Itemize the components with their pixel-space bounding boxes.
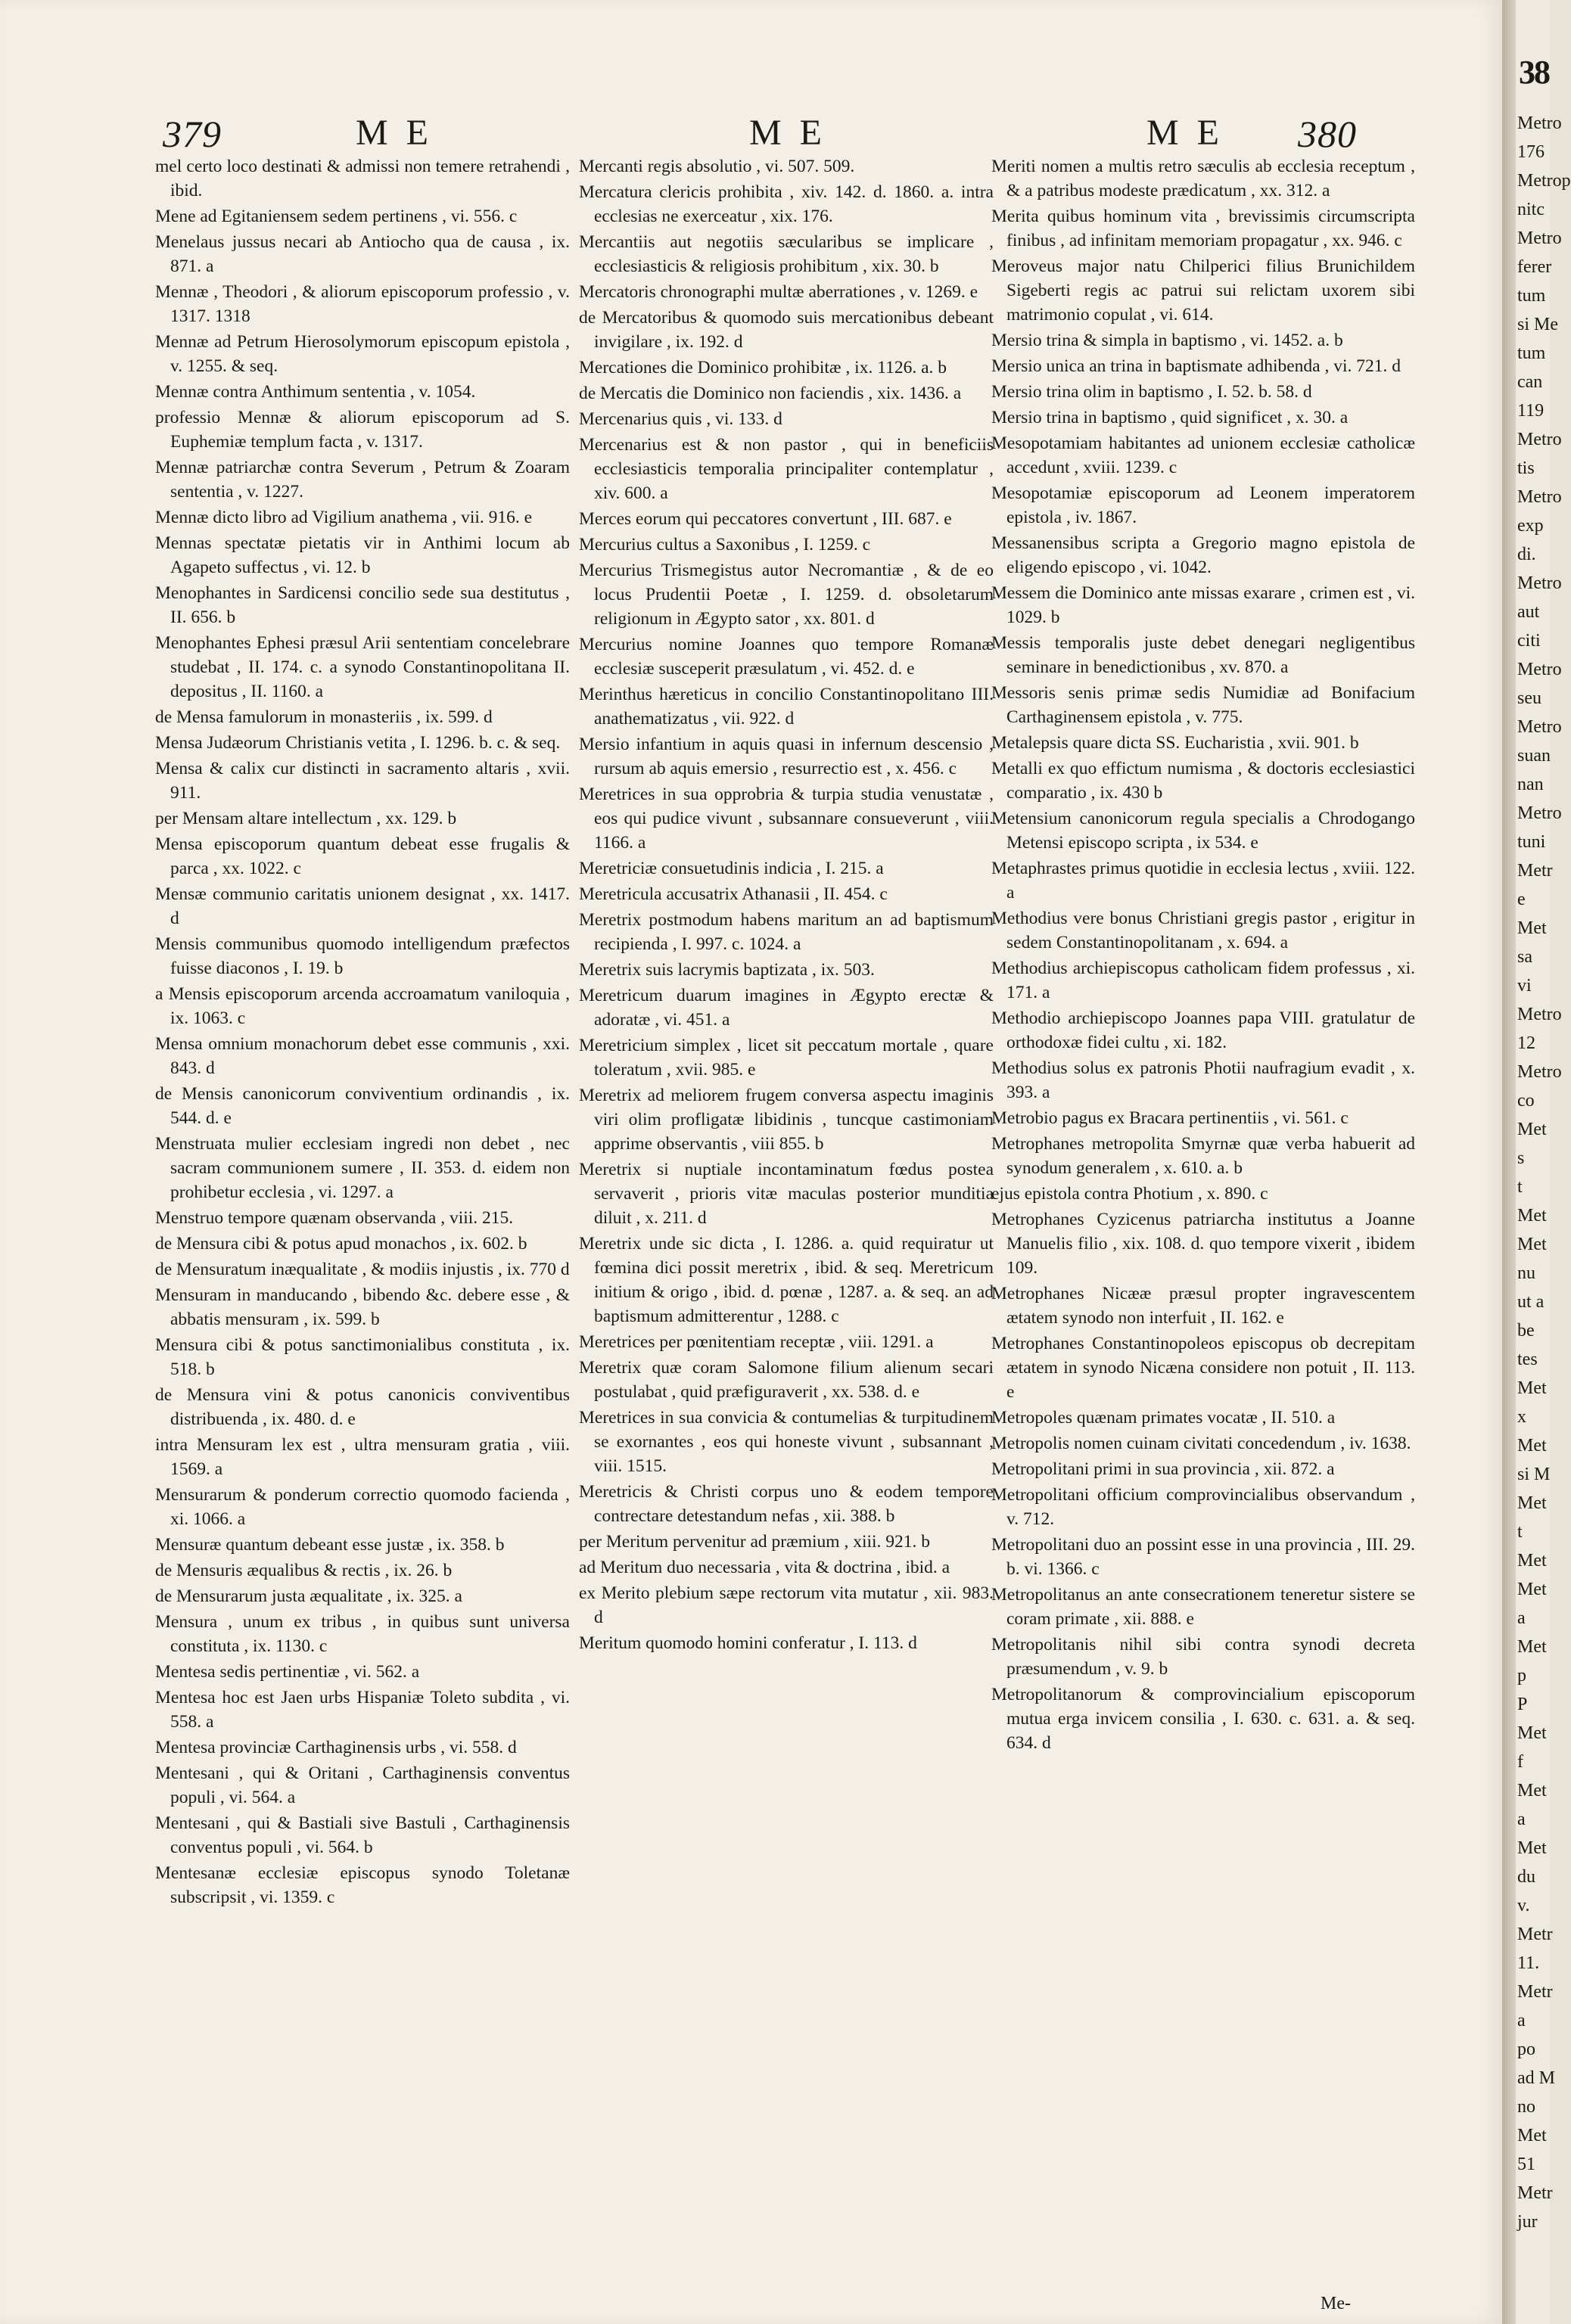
next-page-line-fragment: nitc <box>1517 200 1545 219</box>
next-page-line-fragment: ut a <box>1517 1292 1545 1312</box>
index-entry: Messem die Dominico ante missas exarare , crimen est , vi. 1029. b <box>991 583 1415 627</box>
next-page-line-fragment: si M <box>1517 1465 1551 1484</box>
next-page-line-fragment: ferer <box>1517 257 1552 277</box>
index-entry: de Mercatoribus & quomodo suis mercationibus debeant invigilare , ix. 192. d <box>579 308 994 352</box>
next-page-line-fragment: Met <box>1517 1493 1547 1513</box>
next-page-line-fragment: nan <box>1517 775 1544 794</box>
index-entry: de Mensurarum justa æqualitate , ix. 325. a <box>155 1586 462 1606</box>
next-page-line-fragment: Metr <box>1517 1925 1553 1944</box>
next-page-line-fragment: tis <box>1517 458 1535 478</box>
index-entry: Metropolitani primi in sua provincia , xii. 872. a <box>991 1459 1335 1479</box>
index-entry: Mensura , unum ex tribus , in quibus sunt universa constituta , ix. 1130. c <box>155 1612 570 1656</box>
next-page-line-fragment: P <box>1517 1695 1528 1714</box>
index-entry: Mennæ patriarchæ contra Severum , Petrum & Zoaram sententia , v. 1227. <box>155 458 570 502</box>
index-entry: Methodio archiepiscopo Joannes papa VIII. gratulatur de orthodoxæ fidei cultu , xi. 182. <box>991 1008 1415 1052</box>
index-entry: Mensa episcoporum quantum debeat esse frugalis & parca , xx. 1022. c <box>155 834 570 878</box>
next-page-line-fragment: Met <box>1517 1378 1547 1398</box>
index-entry: Mentesanæ ecclesiæ episcopus synodo Toletanæ subscripsit , vi. 1359. c <box>155 1863 570 1907</box>
index-entry: mel certo loco destinati & admissi non temere retrahendi , ibid. <box>155 157 570 200</box>
index-entry: Meretricium simplex , licet sit peccatum mortale , quare toleratum , xvii. 985. e <box>579 1036 994 1080</box>
index-entry: Meretricis & Christi corpus uno & eodem tempore contrectare detestandum nefas , xii. 388. b <box>579 1482 994 1526</box>
index-entry: Metrobio pagus ex Bracara pertinentiis , vi. 561. c <box>991 1108 1349 1128</box>
index-entry: Mentesa provinciæ Carthaginensis urbs , vi. 558. d <box>155 1738 517 1757</box>
next-page-line-fragment: t <box>1517 1177 1523 1197</box>
index-entry: Mennæ contra Anthimum sententia , v. 1054. <box>155 382 476 402</box>
index-entry: Mercurius cultus a Saxonibus , I. 1259. c <box>579 535 871 555</box>
index-entry: Mesopotamiam habitantes ad unionem ecclesiæ catholicæ accedunt , xviii. 1239. c <box>991 433 1415 477</box>
index-entry: ad Meritum duo necessaria , vita & doctrina , ibid. a <box>579 1558 950 1577</box>
index-entry: per Meritum pervenitur ad præmium , xiii. 921. b <box>579 1532 931 1552</box>
index-entry: Menophantes Ephesi præsul Arii sententiam concelebrare studebat , II. 174. c. a synodo Constantinopolitana II. depositus , II. 1160. a <box>155 633 570 701</box>
index-entry: ex Merito plebium sæpe rectorum vita mutatur , xii. 983. d <box>579 1583 994 1627</box>
next-page-line-fragment: Metro <box>1517 573 1562 593</box>
index-entry: Mentesa sedis pertinentiæ , vi. 562. a <box>155 1662 420 1682</box>
next-page-line-fragment: p <box>1517 1666 1526 1686</box>
index-entry: Meretrices in sua opprobria & turpia studia venustatæ , eos qui pudice vivunt , subsannare consueverunt , viii. 1166. a <box>579 785 994 853</box>
next-page-line-fragment: Metr <box>1517 861 1553 881</box>
index-entry: Metrophanes metropolita Smyrnæ quæ verba habuerit ad synodum generalem , x. 610. a. b <box>991 1134 1415 1178</box>
next-page-number: 38 <box>1519 54 1549 91</box>
next-page-line-fragment: Metro <box>1517 1062 1562 1082</box>
index-entry: Mensurarum & ponderum correctio quomodo facienda , xi. 1066. a <box>155 1485 570 1529</box>
index-entry: Mentesani , qui & Bastiali sive Bastuli , Carthaginensis conventus populi , vi. 564. b <box>155 1813 570 1857</box>
next-page-line-fragment: f <box>1517 1752 1523 1772</box>
index-entry: Mensis communibus quomodo intelligendum præfectos fuisse diaconos , I. 19. b <box>155 934 570 978</box>
next-page-line-fragment: tuni <box>1517 832 1546 852</box>
index-entry: Mensa Judæorum Christianis vetita , I. 1296. b. c. & seq. <box>155 733 561 753</box>
next-page-line-fragment: Metro <box>1517 228 1562 248</box>
index-entry: Metrophanes Cyzicenus patriarcha institutus a Joanne Manuelis filio , xix. 108. d. quo tempore vixerit , ibidem 109. <box>991 1210 1415 1278</box>
running-head-right: M E <box>1146 113 1224 153</box>
next-page-line-fragment: di. <box>1517 545 1536 564</box>
next-page-line-fragment: Met <box>1517 1637 1547 1657</box>
next-page-line-fragment: exp <box>1517 516 1544 536</box>
next-page-line-fragment: seu <box>1517 688 1541 708</box>
index-entry: Merita quibus hominum vita , brevissimis circumscripta finibus , ad infinitam memoriam propagatur , xx. 946. c <box>991 207 1415 250</box>
index-entry: Merinthus hæreticus in concilio Constantinopolitano III. anathematizatus , vii. 922. d <box>579 685 994 729</box>
next-page-line-fragment: suan <box>1517 746 1551 766</box>
index-column-1 <box>155 154 570 1911</box>
index-entry: Metropolis nomen cuinam civitati concedendum , iv. 1638. <box>991 1434 1411 1453</box>
index-entry: de Mensuris æqualibus & rectis , ix. 26. b <box>155 1561 453 1580</box>
index-entry: Menstruo tempore quænam observanda , viii. 215. <box>155 1208 514 1228</box>
index-entry: Mensæ communio caritatis unionem designat , xx. 1417. d <box>155 884 570 928</box>
index-column-2 <box>579 154 994 1657</box>
index-entry: Meretrix quæ coram Salomone filium alienum secari postulabat , quid præfiguraverit , xx. 538. d. e <box>579 1358 994 1402</box>
index-entry: Metrophanes Constantinopoleos episcopus ob decrepitam ætatem in synodo Nicæna considere non potuit , II. 113. e <box>991 1334 1415 1402</box>
next-page-line-fragment: aut <box>1517 602 1540 622</box>
next-page-line-fragment: Met <box>1517 2126 1547 2145</box>
next-page-line-fragment: Met <box>1517 1551 1547 1571</box>
running-head-left: M E <box>356 113 433 153</box>
index-entry: Metrophanes Nicææ præsul propter ingravescentem ætatem synodo non interfuit , II. 162. e <box>991 1284 1415 1328</box>
index-entry: Methodius vere bonus Christiani gregis pastor , erigitur in sedem Constantinopolitanam , x. 694. a <box>991 909 1415 952</box>
index-entry: de Mensura cibi & potus apud monachos , ix. 602. b <box>155 1234 527 1254</box>
index-column-3 <box>991 154 1415 1757</box>
index-entry: Meretrix suis lacrymis baptizata , ix. 503. <box>579 960 875 980</box>
next-page-line-fragment: tes <box>1517 1350 1538 1369</box>
next-page-line-fragment: Metro <box>1517 717 1562 737</box>
index-entry: de Mensuratum inæqualitate , & modiis injustis , ix. 770 d <box>155 1260 570 1279</box>
index-entry: Mercatoris chronographi multæ aberrationes , v. 1269. e <box>579 282 978 302</box>
next-page-line-fragment: Met <box>1517 1120 1547 1139</box>
index-entry: Mennas spectatæ pietatis vir in Anthimi locum ab Agapeto suffectus , vi. 12. b <box>155 533 570 577</box>
next-page-line-fragment: e <box>1517 890 1526 909</box>
index-entry: Mercenarius est & non pastor , qui in beneficiis ecclesiasticis temporalia principaliter contemplatur , xiv. 600. a <box>579 435 994 503</box>
index-entry: Mersio trina olim in baptismo , I. 52. b. 58. d <box>991 382 1312 402</box>
next-page-line-fragment: 119 <box>1517 401 1545 421</box>
index-entry: ejus epistola contra Photium , x. 890. c <box>991 1184 1268 1204</box>
next-page-line-fragment: du <box>1517 1867 1535 1887</box>
index-entry: Mercatura clericis prohibita , xiv. 142. d. 1860. a. intra ecclesias ne exerceatur , xix. 176. <box>579 182 994 226</box>
page-number-left: 379 <box>163 113 222 155</box>
next-page-line-fragment: a <box>1517 2011 1526 2030</box>
next-page-line-fragment: Metro <box>1517 1005 1562 1024</box>
next-page-line-fragment: no <box>1517 2097 1535 2117</box>
index-entry: Meriti nomen a multis retro sæculis ab ecclesia receptum , & a patribus modeste prædicatum , xx. 312. a <box>991 157 1415 200</box>
index-entry: Mensuram in manducando , bibendo &c. debere esse , & abbatis mensuram , ix. 599. b <box>155 1285 570 1329</box>
catchword: Me- <box>1321 2294 1351 2313</box>
next-page-line-fragment: vi <box>1517 976 1532 996</box>
next-page-line-fragment: be <box>1517 1321 1535 1341</box>
index-entry: de Mensa famulorum in monasteriis , ix. 599. d <box>155 707 493 727</box>
book-gutter <box>1502 0 1516 2324</box>
index-entry: Meretrix postmodum habens maritum an ad baptismum recipienda , I. 997. c. 1024. a <box>579 910 994 954</box>
next-page-line-fragment: Metro <box>1517 487 1562 507</box>
index-entry: professio Mennæ & aliorum episcoporum ad S. Euphemiæ templum facta , v. 1317. <box>155 408 570 452</box>
running-head-center: M E <box>749 113 826 153</box>
next-page-line-fragment: Metro <box>1517 430 1562 449</box>
index-entry: Meretrices per pœnitentiam receptæ , viii. 1291. a <box>579 1332 934 1352</box>
index-entry: Meretricula accusatrix Athanasii , II. 454. c <box>579 884 888 904</box>
next-page-line-fragment: can <box>1517 372 1543 392</box>
next-page-line-fragment: jur <box>1517 2212 1538 2232</box>
next-page-line-fragment: 11. <box>1517 1953 1540 1973</box>
index-entry: Mercurius Trismegistus autor Necromantiæ , & de eo locus Prudentii Poetæ , I. 1259. d. obsoletarum religionum in Ægypto sator , xx. 801. d <box>579 561 994 629</box>
index-entry: Menstruata mulier ecclesiam ingredi non debet , nec sacram communionem sumere , II. 353. d. eidem non prohibetur ecclesia , vi. 1297. a <box>155 1134 570 1202</box>
index-entry: Mersio infantium in aquis quasi in infernum descensio , rursum ab aquis emersio , resurrectio est , x. 456. c <box>579 735 994 778</box>
next-page-line-fragment: x <box>1517 1407 1526 1427</box>
index-entry: Meretrix unde sic dicta , I. 1286. a. quid requiratur ut fœmina dici possit meretrix , ibid. & seq. Meretricum initium & origo , ibid. d. pœnæ , 1287. a. & seq. an ad baptismum admitterentur , 1288. c <box>579 1234 994 1326</box>
next-page-line-fragment: 12 <box>1517 1033 1535 1053</box>
index-entry: Meritum quomodo homini conferatur , I. 113. d <box>579 1633 917 1653</box>
next-page-line-fragment: citi <box>1517 631 1541 651</box>
next-page-line-fragment: Met <box>1517 1781 1547 1800</box>
index-entry: Mentesani , qui & Oritani , Carthaginensis conventus populi , vi. 564. a <box>155 1763 570 1807</box>
next-page-line-fragment: 51 <box>1517 2155 1535 2174</box>
index-entry: Meretricum duarum imagines in Ægypto erectæ & adoratæ , vi. 451. a <box>579 986 994 1030</box>
index-entry: Menophantes in Sardicensi concilio sede sua destitutus , II. 656. b <box>155 583 570 627</box>
next-page-line-fragment: tum <box>1517 343 1546 363</box>
next-page-line-fragment: s <box>1517 1148 1525 1168</box>
index-entry: Mentesa hoc est Jaen urbs Hispaniæ Toleto subdita , vi. 558. a <box>155 1688 570 1732</box>
index-entry: Metalli ex quo effictum numisma , & doctoris ecclesiastici comparatio , ix. 430 b <box>991 759 1415 803</box>
next-page-line-fragment: Met <box>1517 918 1547 938</box>
next-page-line-fragment: sa <box>1517 947 1532 967</box>
index-entry: Mensura cibi & potus sanctimonialibus constituta , ix. 518. b <box>155 1335 570 1379</box>
index-entry: Meretrices in sua convicia & contumelias & turpitudinem se exornantes , eos qui honeste vivunt , subsannant , viii. 1515. <box>579 1408 994 1476</box>
index-entry: Metensium canonicorum regula specialis a Chrodogango Metensi episcopo scripta , ix 534. e <box>991 809 1415 853</box>
index-entry: Metropolitanis nihil sibi contra synodi decreta præsumendum , v. 9. b <box>991 1635 1415 1679</box>
page-number-right: 380 <box>1298 113 1357 155</box>
next-page-line-fragment: ad M <box>1517 2068 1555 2088</box>
index-entry: Metaphrastes primus quotidie in ecclesia lectus , xviii. 122. a <box>991 859 1415 903</box>
index-entry: Mennæ ad Petrum Hierosolymorum episcopum epistola , v. 1255. & seq. <box>155 332 570 376</box>
next-page-line-fragment: Metr <box>1517 2183 1553 2203</box>
next-page-line-fragment: a <box>1517 1810 1526 1829</box>
index-entry: de Mercatis die Dominico non faciendis , xix. 1436. a <box>579 384 962 403</box>
index-entry: a Mensis episcoporum arcenda accroamatum vaniloquia , ix. 1063. c <box>155 984 570 1028</box>
next-page-line-fragment: v. <box>1517 1896 1530 1915</box>
index-entry: Metropolitanus an ante consecrationem teneretur sistere se coram primate , xii. 888. e <box>991 1585 1415 1629</box>
index-entry: Messis temporalis juste debet denegari negligentibus seminare in benedictionibus , xv. 870. a <box>991 633 1415 677</box>
next-page-line-fragment: Met <box>1517 1235 1547 1254</box>
index-entry: Mene ad Egitaniensem sedem pertinens , vi. 556. c <box>155 207 518 226</box>
next-page-line-fragment: Met <box>1517 1206 1547 1226</box>
index-entry: Mesopotamiæ episcoporum ad Leonem imperatorem epistola , iv. 1867. <box>991 483 1415 527</box>
index-entry: Mercenarius quis , vi. 133. d <box>579 409 782 429</box>
index-entry: Mersio unica an trina in baptismate adhibenda , vi. 721. d <box>991 356 1401 376</box>
index-entry: Methodius solus ex patronis Photii naufragium evadit , x. 393. a <box>991 1058 1415 1102</box>
index-entry: Mensuræ quantum debeant esse justæ , ix. 358. b <box>155 1535 505 1555</box>
next-page-line-fragment: nu <box>1517 1263 1535 1283</box>
index-entry: Metropolitani officium comprovincialibus observandum , v. 712. <box>991 1485 1415 1529</box>
index-entry: de Mensura vini & potus canonicis conviventibus distribuenda , ix. 480. d. e <box>155 1385 570 1429</box>
index-entry: Mercantiis aut negotiis sæcularibus se implicare , ecclesiasticis & religiosis prohibitum , xix. 30. b <box>579 232 994 276</box>
index-entry: Mennæ , Theodori , & aliorum episcoporum professio , v. 1317. 1318 <box>155 282 570 326</box>
next-page-line-fragment: Metro <box>1517 660 1562 679</box>
index-entry: Mennæ dicto libro ad Vigilium anathema , vii. 916. e <box>155 508 533 527</box>
next-page-line-fragment: Met <box>1517 1723 1547 1743</box>
next-page-fragment <box>1516 0 1571 2324</box>
next-page-line-fragment: Met <box>1517 1436 1547 1456</box>
next-page-line-fragment: Metrop <box>1517 171 1571 191</box>
index-entry: Merces eorum qui peccatores convertunt , III. 687. e <box>579 509 952 529</box>
index-entry: Mercationes die Dominico prohibitæ , ix. 1126. a. b <box>579 358 947 377</box>
index-entry: Metropolitanorum & comprovincialium episcoporum mutua erga invicem consilia , I. 630. c. 631. a. & seq. 634. d <box>991 1685 1415 1753</box>
index-entry: Meretriciæ consuetudinis indicia , I. 215. a <box>579 859 884 878</box>
index-entry: Mersio trina in baptismo , quid significet , x. 30. a <box>991 408 1349 427</box>
index-entry: Metropolitani duo an possint esse in una provincia , III. 29. b. vi. 1366. c <box>991 1535 1415 1579</box>
next-page-line-fragment: Met <box>1517 1838 1547 1858</box>
index-entry: per Mensam altare intellectum , xx. 129. b <box>155 809 457 828</box>
next-page-line-fragment: Metro <box>1517 803 1562 823</box>
index-entry: Mercurius nomine Joannes quo tempore Romanæ ecclesiæ susceperit præsulatum , vi. 452. d. e <box>579 635 994 679</box>
index-entry: Meretrix ad meliorem frugem conversa aspectu imaginis viri olim profligatæ libidinis , tuncque castimoniam apprime observantis , viii 855. b <box>579 1086 994 1154</box>
next-page-line-fragment: t <box>1517 1522 1523 1542</box>
next-page-line-fragment: si Me <box>1517 315 1558 334</box>
index-entry: Messoris senis primæ sedis Numidiæ ad Bonifacium Carthaginensem epistola , v. 775. <box>991 683 1415 727</box>
next-page-line-fragment: a <box>1517 1608 1526 1628</box>
next-page-line-fragment: Metr <box>1517 1982 1553 2002</box>
index-entry: Meroveus major natu Chilperici filius Brunichildem Sigeberti regis ac patrui sui relictam uxorem sibi matrimonio copulat , vi. 614. <box>991 256 1415 325</box>
index-entry: Meretrix si nuptiale incontaminatum fœdus postea servaverit , prioris vitæ maculas posterior munditia diluit , x. 211. d <box>579 1160 994 1228</box>
next-page-line-fragment: Metro <box>1517 113 1562 133</box>
index-entry: Mersio trina & simpla in baptismo , vi. 1452. a. b <box>991 331 1343 350</box>
index-entry: Mercanti regis absolutio , vi. 507. 509. <box>579 157 855 176</box>
next-page-line-fragment: Met <box>1517 1580 1547 1599</box>
next-page-line-fragment: 176 <box>1517 142 1545 162</box>
index-entry: Menelaus jussus necari ab Antiocho qua de causa , ix. 871. a <box>155 232 570 276</box>
index-entry: Metropoles quænam primates vocatæ , II. 510. a <box>991 1408 1336 1428</box>
index-entry: Mensa & calix cur distincti in sacramento altaris , xvii. 911. <box>155 759 570 803</box>
next-page-line-fragment: co <box>1517 1091 1535 1111</box>
index-entry: de Mensis canonicorum conviventium ordinandis , ix. 544. d. e <box>155 1084 570 1128</box>
next-page-line-fragment: tum <box>1517 286 1546 306</box>
index-entry: Metalepsis quare dicta SS. Eucharistia , xvii. 901. b <box>991 733 1359 753</box>
next-page-line-fragment: po <box>1517 2040 1535 2059</box>
index-entry: Messanensibus scripta a Gregorio magno epistola de eligendo episcopo , vi. 1042. <box>991 533 1415 577</box>
index-entry: Mensa omnium monachorum debet esse communis , xxi. 843. d <box>155 1034 570 1078</box>
index-entry: Methodius archiepiscopus catholicam fidem professus , xi. 171. a <box>991 958 1415 1002</box>
index-entry: intra Mensuram lex est , ultra mensuram gratia , viii. 1569. a <box>155 1435 570 1479</box>
